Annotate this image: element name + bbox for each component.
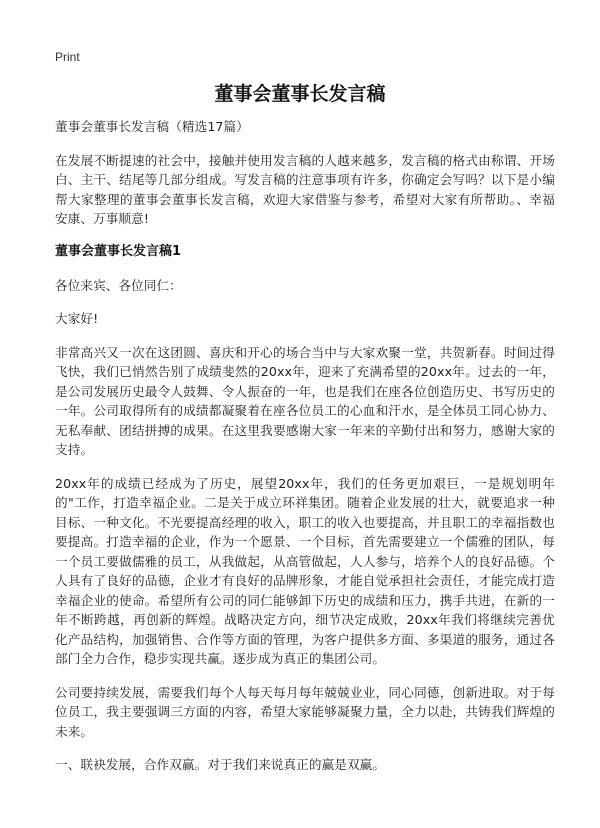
body-paragraph: 20xx年的成绩已经成为了历史，展望20xx年，我们的任务更加艰巨，一是规划明年的"工作，打造幸福企业。二是关于成立环祥集团。随着企业发展的壮大，就要追求一种目标、一种文化。不光要提高经理的收入，职工的收入也要提高，并且职工的幸福指数也要提高。打造幸福的企业，作为一个愿景、一个目标，首先需要建立一个儒雅的团队，每一个员工要做儒雅的员工，从我做起，从高管做起，人人参与，培养个人的良好品德。个人具有了良好的品德，企业才有良好的品牌形象，才能自觉承担社会责任，才能完成打造幸福企业的使命。希望所有公司的同仁能够卸下历史的成绩和压力，携手共进，在新的一年不断跨越，再创新的辉煌。战略决定方向，细节决定成败，20xx年我们将继续完善优化产品结构，加强销售、合作等方面的管理，为客户提供多方面、多渠道的服务，通过各部门全力合作，稳步实现共赢。逐步成为真正的集团公司。 [55,475,555,666]
intro-paragraph: 在发展不断提速的社会中，接触并使用发言稿的人越来越多，发言稿的格式由称谓、开场白、主干、结尾等几部分组成。写发言稿的注意事项有许多，你确定会写吗？以下是小编帮大家整理的董事会董事长发言稿，欢迎大家借鉴与参考，希望对大家有所帮助。、幸福安康、万事顺意! [55,152,555,226]
document-subtitle: 董事会董事长发言稿（精选17篇） [55,119,249,134]
section-heading: 董事会董事长发言稿1 [55,243,182,259]
document-title: 董事会董事长发言稿 [214,83,386,105]
greeting: 各位来宾、各位同仁： [55,277,182,293]
salutation: 大家好! [55,311,99,326]
body-paragraph: 公司要持续发展，需要我们每个人每天每月每年兢兢业业，同心同德，创新进取。对于每位员工，我主要强调三方面的内容，希望大家能够凝聚力量，全力以赴，共铸我们辉煌的未来。 [55,684,555,739]
body-paragraph: 非常高兴又一次在这团圆、喜庆和开心的场合当中与大家欢聚一堂，共贺新春。时间过得飞快，我们已悄然告别了成绩斐然的20xx年，迎来了充满希望的20xx年。过去的一年，是公司发展历史最令人鼓舞、令人振奋的一年，也是我们在座各位创造历史、书写历史的一年。公司取得所有的成绩都凝聚着在座各位员工的心血和汗水，是全体员工同心协力、无私奉献、团结拼搏的成果。在这里我要感谢大家一年来的辛勤付出和努力，感谢大家的支持。 [55,344,555,457]
print-link[interactable]: Print [55,50,80,64]
document-body [55,117,555,789]
body-paragraph: 一、联袂发展，合作双赢。对于我们来说真正的赢是双赢。 [55,757,386,772]
